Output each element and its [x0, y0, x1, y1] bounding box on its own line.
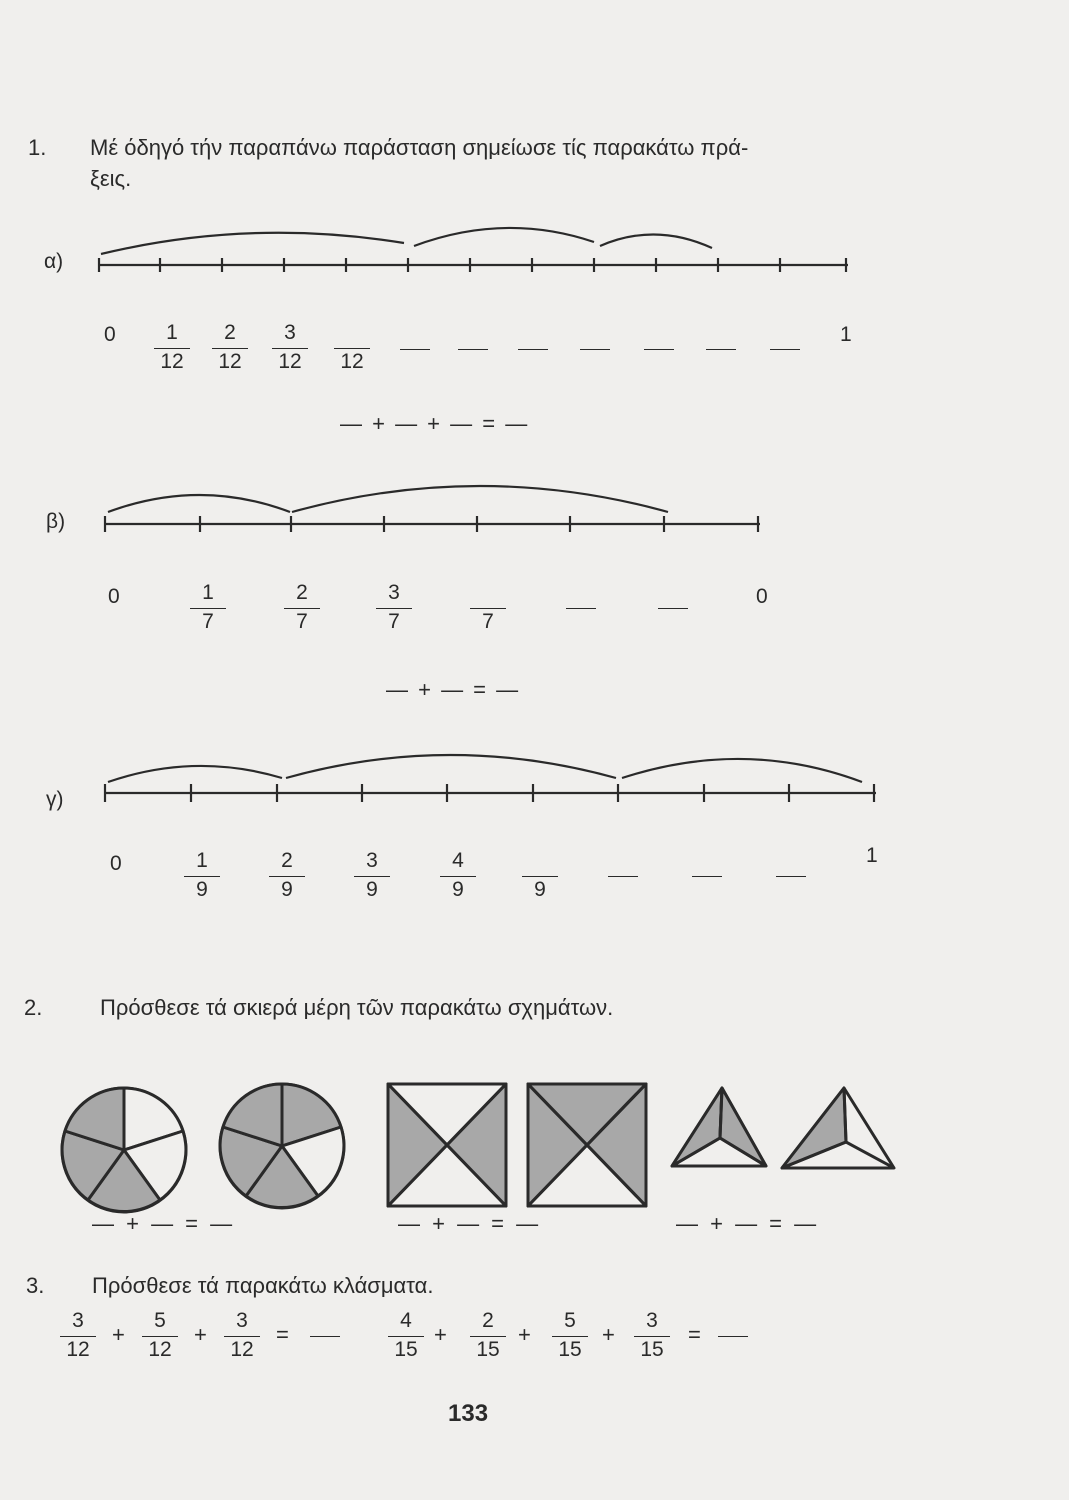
equation-circles: — + — = —: [92, 1211, 236, 1236]
denominator: 7: [296, 610, 308, 633]
fraction-right-2: [466, 1310, 510, 1363]
numerator: 3: [366, 849, 378, 872]
denominator: 15: [394, 1338, 418, 1361]
page-number: 133: [448, 1400, 489, 1427]
exercise-2-instruction: Πρόσθεσε τά σκιερά μέρη τῶν παρακάτω σχημάτων.: [100, 995, 614, 1020]
denominator: 12: [66, 1338, 90, 1361]
numerator: 3: [646, 1309, 658, 1332]
denominator: 12: [160, 350, 184, 373]
fraction-right-3: [548, 1310, 592, 1363]
equals-sign: =: [276, 1322, 289, 1347]
denominator: 9: [452, 878, 464, 901]
numerator: 1: [166, 321, 178, 344]
circle-figure-1: [62, 1088, 186, 1212]
circle-figure-2: [220, 1084, 344, 1208]
plus-sign: +: [518, 1322, 531, 1347]
answer-blank: [718, 1336, 748, 1337]
square-figure-1: [388, 1084, 506, 1206]
denominator: 12: [278, 350, 302, 373]
square-figure-2: [528, 1084, 646, 1206]
answer-blank: [310, 1336, 340, 1337]
numerator: 3: [388, 581, 400, 604]
equation-a: — + — + — = —: [340, 411, 530, 436]
denominator: 15: [476, 1338, 500, 1361]
line-b-start: 0: [108, 585, 120, 608]
exercise-1-number: 1.: [28, 135, 47, 160]
numerator: 2: [482, 1309, 494, 1332]
triangle-figure-2: [782, 1088, 894, 1168]
equation-b: — + — = —: [386, 677, 521, 702]
denominator: 15: [640, 1338, 664, 1361]
numerator: 2: [281, 849, 293, 872]
numerator: 4: [452, 849, 464, 872]
denominator: 9: [196, 878, 208, 901]
plus-sign: +: [602, 1322, 615, 1347]
fraction-left-1: [56, 1310, 100, 1363]
part-a-label: α): [44, 250, 64, 273]
denominator: 9: [366, 878, 378, 901]
exercise-3-number: 3.: [26, 1273, 45, 1298]
line-c-end: 1: [866, 844, 878, 867]
plus-sign: +: [112, 1322, 125, 1347]
exercise-3-instruction: Πρόσθεσε τά παρακάτω κλάσματα.: [92, 1273, 434, 1298]
fraction-right-4: [630, 1310, 674, 1363]
plus-sign: +: [434, 1322, 447, 1347]
equation-triangles: — + — = —: [676, 1211, 820, 1236]
part-c-label: γ): [46, 788, 64, 811]
line-c-start: 0: [110, 852, 122, 875]
numerator: 2: [224, 321, 236, 344]
fraction-right-1: [384, 1310, 428, 1363]
denominator: 12: [340, 350, 364, 373]
denominator: 7: [388, 610, 400, 633]
denominator: 12: [148, 1338, 172, 1361]
denominator: 9: [281, 878, 293, 901]
exercise-1-instruction: Μέ όδηγό τήν παραπάνω παράσταση σημείωσε τίς παρακάτω πρά-: [90, 135, 749, 160]
numerator: 5: [154, 1309, 166, 1332]
numerator: 3: [236, 1309, 248, 1332]
numerator: 1: [196, 849, 208, 872]
denominator: 12: [230, 1338, 254, 1361]
exercise-1-instruction-cont: ξεις.: [90, 166, 132, 191]
line-b-end: 0: [756, 585, 768, 608]
equation-squares: — + — = —: [398, 1211, 542, 1236]
numerator: 3: [284, 321, 296, 344]
exercise-2-number: 2.: [24, 995, 43, 1020]
numerator: 1: [202, 581, 214, 604]
line-a-start: 0: [104, 323, 116, 346]
numerator: 5: [564, 1309, 576, 1332]
denominator: 7: [482, 610, 494, 633]
plus-sign: +: [194, 1322, 207, 1347]
denominator: 15: [558, 1338, 582, 1361]
fraction-left-3: [220, 1310, 264, 1363]
part-b-label: β): [46, 510, 66, 533]
denominator: 9: [534, 878, 546, 901]
numerator: 3: [72, 1309, 84, 1332]
triangle-figure-1: [672, 1088, 766, 1166]
line-a-end: 1: [840, 323, 852, 346]
numerator: 2: [296, 581, 308, 604]
denominator: 12: [218, 350, 242, 373]
fraction-left-2: [138, 1310, 182, 1363]
numerator: 4: [400, 1309, 412, 1332]
equals-sign: =: [688, 1322, 701, 1347]
denominator: 7: [202, 610, 214, 633]
